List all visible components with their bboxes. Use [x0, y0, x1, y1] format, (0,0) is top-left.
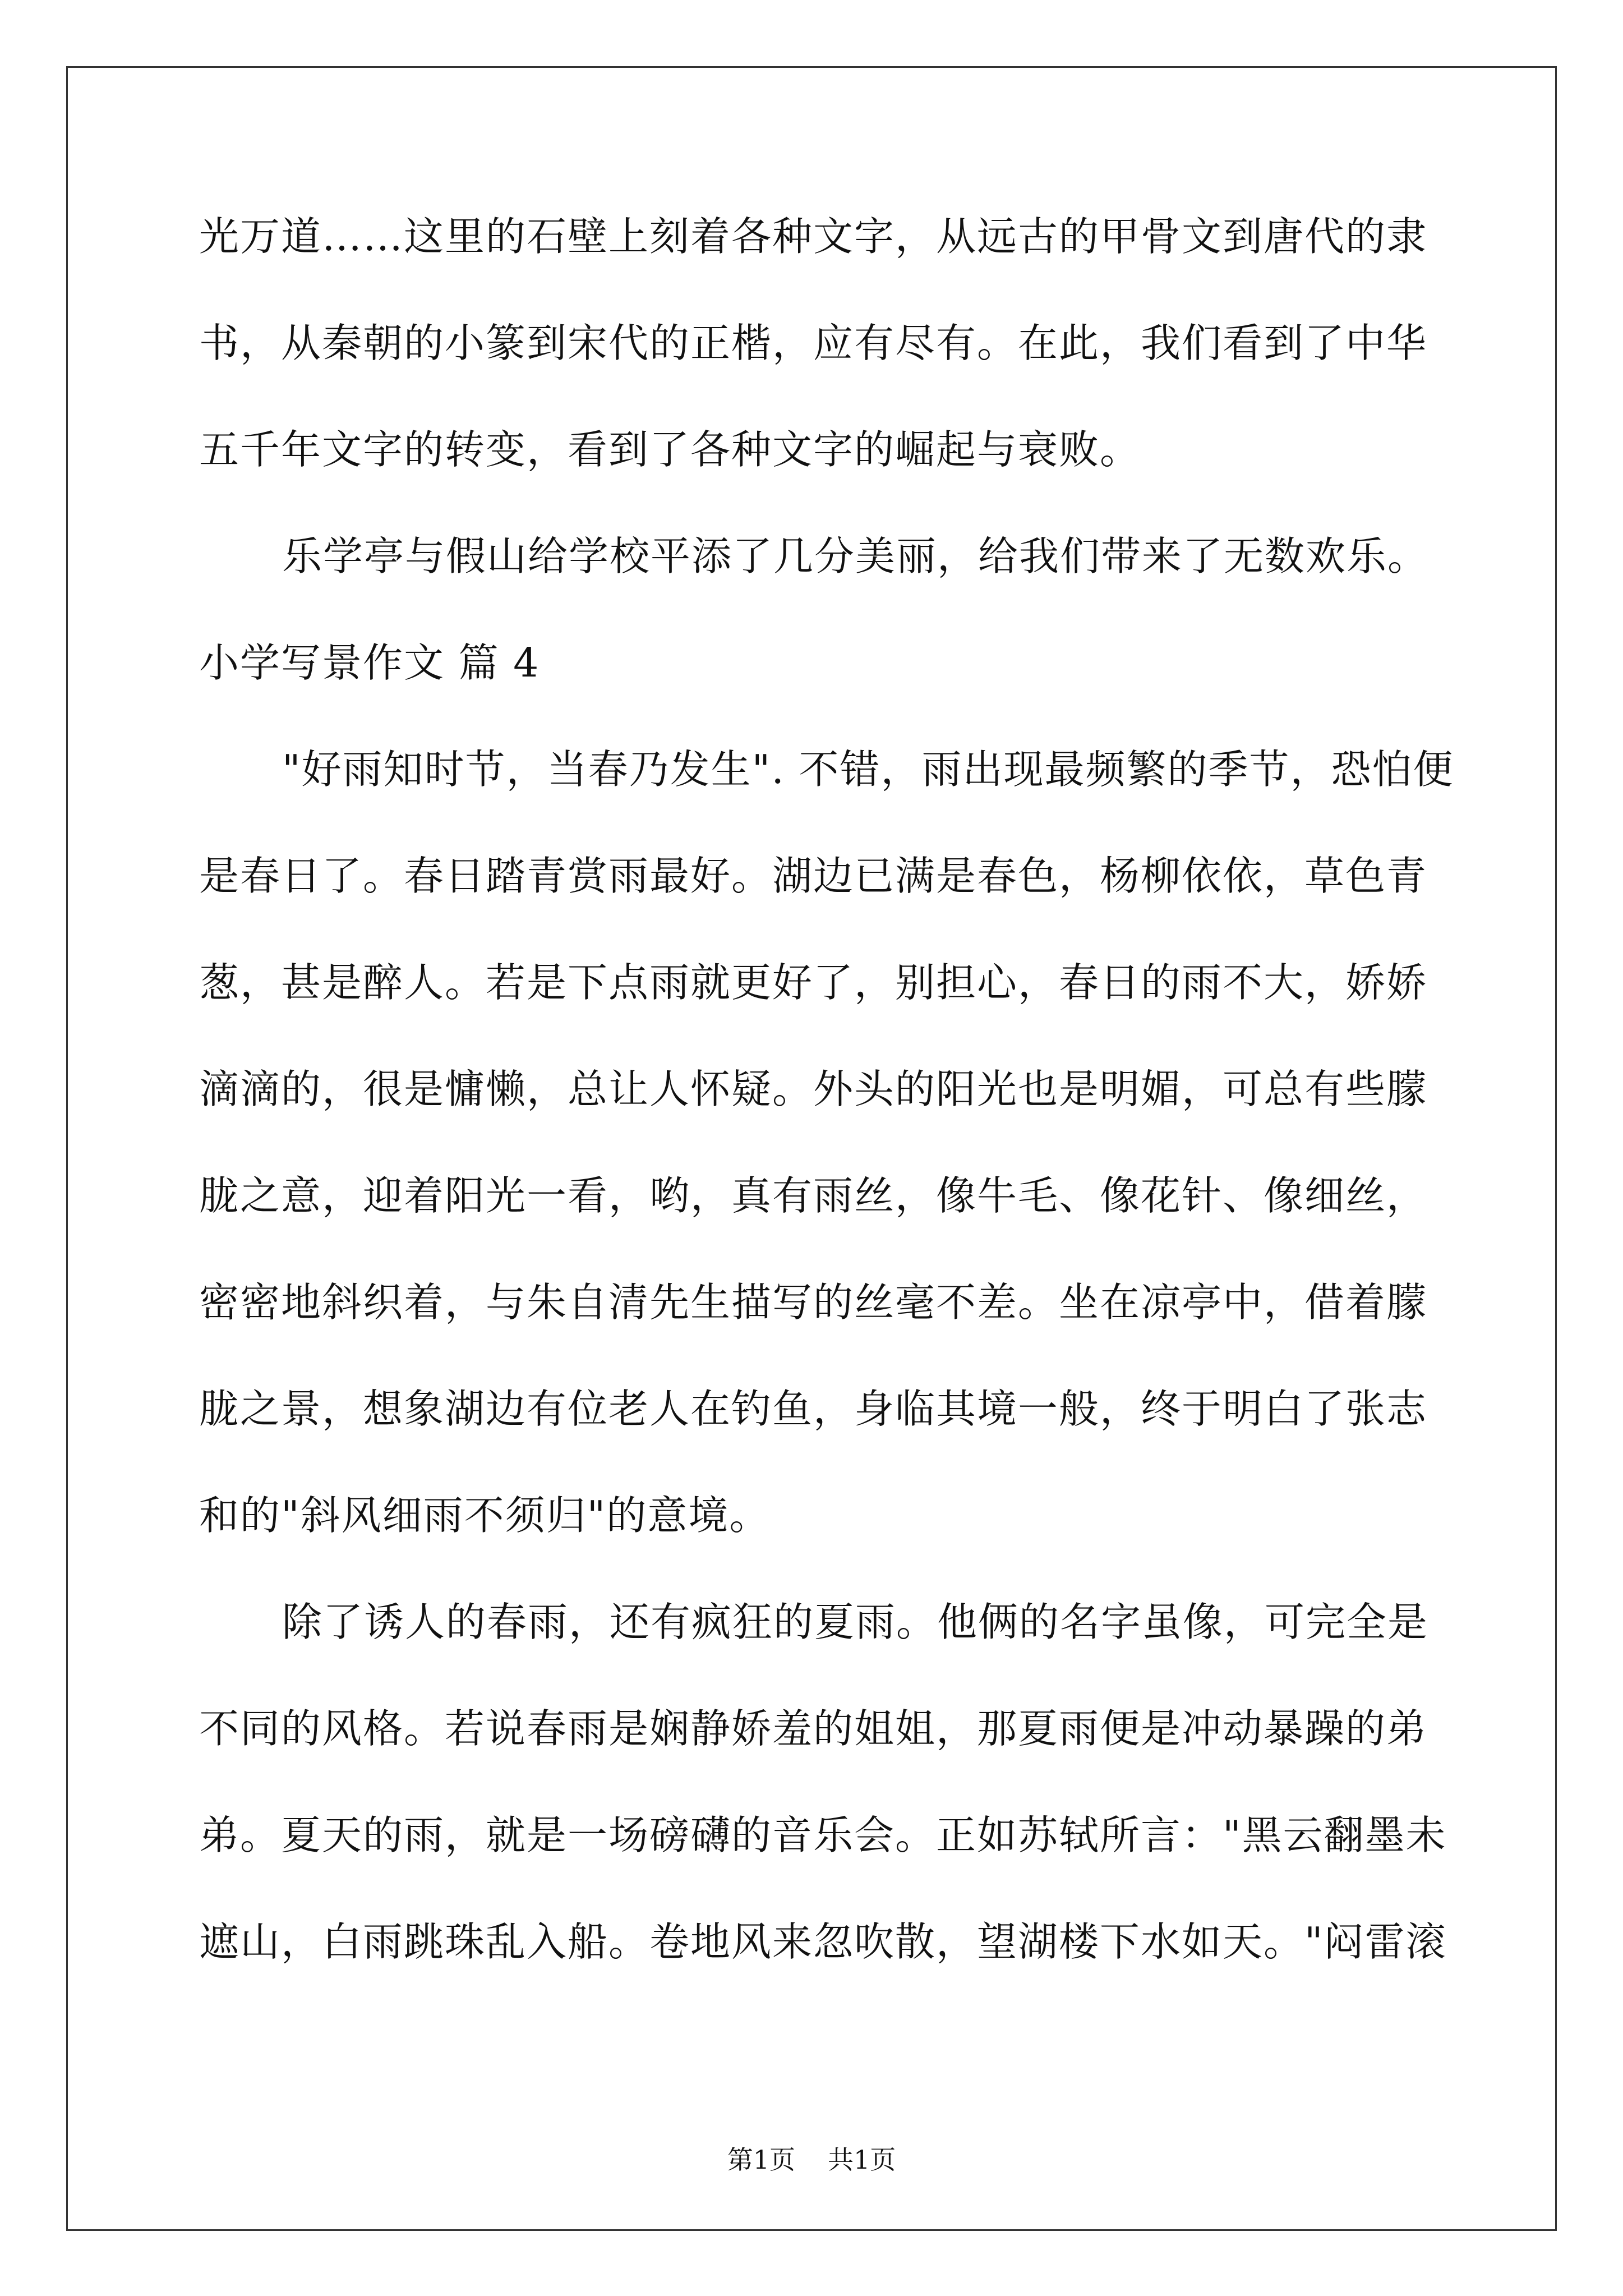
- document-body: [199, 210, 1454, 2022]
- paragraph-start-line: "好雨知时节，当春乃发生". 不错，雨出现最频繁的季节，恐怕便: [282, 746, 1454, 793]
- text-line: 弟。夏天的雨，就是一场磅礴的音乐会。正如苏轼所言："黑云翻墨未: [199, 1812, 1447, 1858]
- text-line: 和的"斜风细雨不须归"的意境。: [199, 1492, 771, 1539]
- text-line: 是春日了。春日踏青赏雨最好。湖边已满是春色，杨柳依依，草色青: [199, 853, 1428, 899]
- text-line: 书，从秦朝的小篆到宋代的正楷，应有尽有。在此，我们看到了中华: [199, 320, 1428, 366]
- text-line: 五千年文字的转变，看到了各种文字的崛起与衰败。: [199, 426, 1141, 473]
- text-line: 胧之景，想象湖边有位老人在钓鱼，身临其境一般，终于明白了张志: [199, 1386, 1428, 1432]
- text-line: 密密地斜织着，与朱自清先生描写的丝毫不差。坐在凉亭中，借着朦: [199, 1279, 1428, 1326]
- paragraph-start-line: 除了诱人的春雨，还有疯狂的夏雨。他俩的名字虽像，可完全是: [282, 1599, 1429, 1645]
- text-line: 葱，甚是醉人。若是下点雨就更好了，别担心，春日的雨不大，娇娇: [199, 959, 1428, 1006]
- text-line: 遮山，白雨跳珠乱入船。卷地风来忽吹散，望湖楼下水如天。"闷雷滚: [199, 1918, 1447, 1965]
- page-number: 第1页: [727, 2145, 795, 2175]
- page-total: 共1页: [828, 2145, 896, 2175]
- text-line: 不同的风格。若说春雨是娴静娇羞的姐姐，那夏雨便是冲动暴躁的弟: [199, 1705, 1428, 1752]
- paragraph-start-line: 乐学亭与假山给学校平添了几分美丽，给我们带来了无数欢乐。: [282, 533, 1429, 579]
- text-line: 胧之意，迎着阳光一看，哟，真有雨丝，像牛毛、像花针、像细丝，: [199, 1172, 1428, 1219]
- text-line: 滴滴的，很是慵懒，总让人怀疑。外头的阳光也是明媚，可总有些朦: [199, 1066, 1428, 1112]
- section-heading: 小学写景作文 篇 4: [199, 639, 540, 686]
- page-footer: [0, 2143, 1623, 2177]
- text-line: 光万道……这里的石壁上刻着各种文字，从远古的甲骨文到唐代的隶: [199, 213, 1428, 260]
